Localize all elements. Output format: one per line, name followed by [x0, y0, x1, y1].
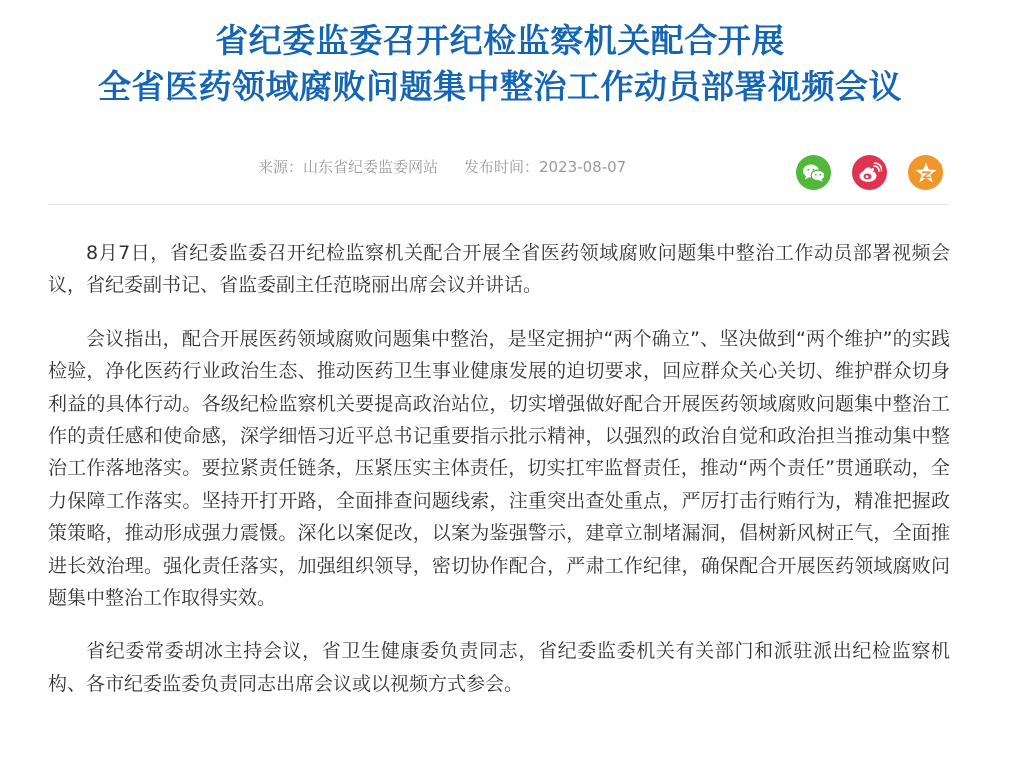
article-body — [48, 237, 950, 721]
article-paragraph: 8月7日，省纪委监委召开纪检监察机关配合开展全省医药领域腐败问题集中整治工作动员部署视频会议，省纪委副书记、省监委副主任范晓丽出席会议并讲话。 — [48, 242, 950, 297]
share-qzone-button[interactable] — [908, 155, 943, 190]
wechat-icon — [802, 163, 826, 183]
article-publish-date: 发布时间：2023-08-07 — [464, 158, 627, 176]
article-title-line-1: 省纪委监委召开纪检监察机关配合开展 — [215, 21, 785, 60]
article-source: 来源：山东省纪委监委网站 — [258, 158, 439, 176]
weibo-icon — [858, 162, 882, 184]
article-paragraph: 省纪委常委胡冰主持会议，省卫生健康委负责同志，省纪委监委机关有关部门和派驻派出纪检监察机构、各市纪委监委负责同志出席会议或以视频方式参会。 — [48, 640, 950, 695]
article-title-line-2: 全省医药领域腐败问题集中整治工作动员部署视频会议 — [98, 67, 902, 106]
article-paragraph: 会议指出，配合开展医药领域腐败问题集中整治，是坚定拥护“两个确立”、坚决做到“两个维护”的实践检验，净化医药行业政治生态、推动医药卫生事业健康发展的迫切要求，回应群众关心关切、维护群众切身利益的具体行动。各级纪检监察机关要提高政治站位，切实增强做好配合开展医药领域腐败问题集中整治工作的责任感和使命感，深学细悟习近平总书记重要指示批示精神，以强烈的政治自觉和政治担当推动集中整治工作落地落实。要拉紧责任链条，压紧压实主体责任，切实扛牢监督责任，推动“两个责任”贯通联动，全力保障工作落实。坚持开打开路，全面排查问题线索，注重突出查处重点，严厉打击行贿行为，精准把握政策策略，推动形成强力震慑。深化以案促改，以案为鉴强警示，建章立制堵漏洞，倡树新风树正气，全面推进长效治理。强化责任落实，加强组织领导，密切协作配合，严肃工作纪律，确保配合开展医药领域腐败问题集中整治工作取得实效。 — [48, 327, 950, 610]
article-title — [0, 18, 1000, 110]
share-wechat-button[interactable] — [796, 155, 831, 190]
share-weibo-button[interactable] — [852, 155, 887, 190]
qzone-star-icon — [914, 161, 938, 185]
header-divider — [48, 204, 948, 205]
article-meta — [258, 157, 626, 177]
